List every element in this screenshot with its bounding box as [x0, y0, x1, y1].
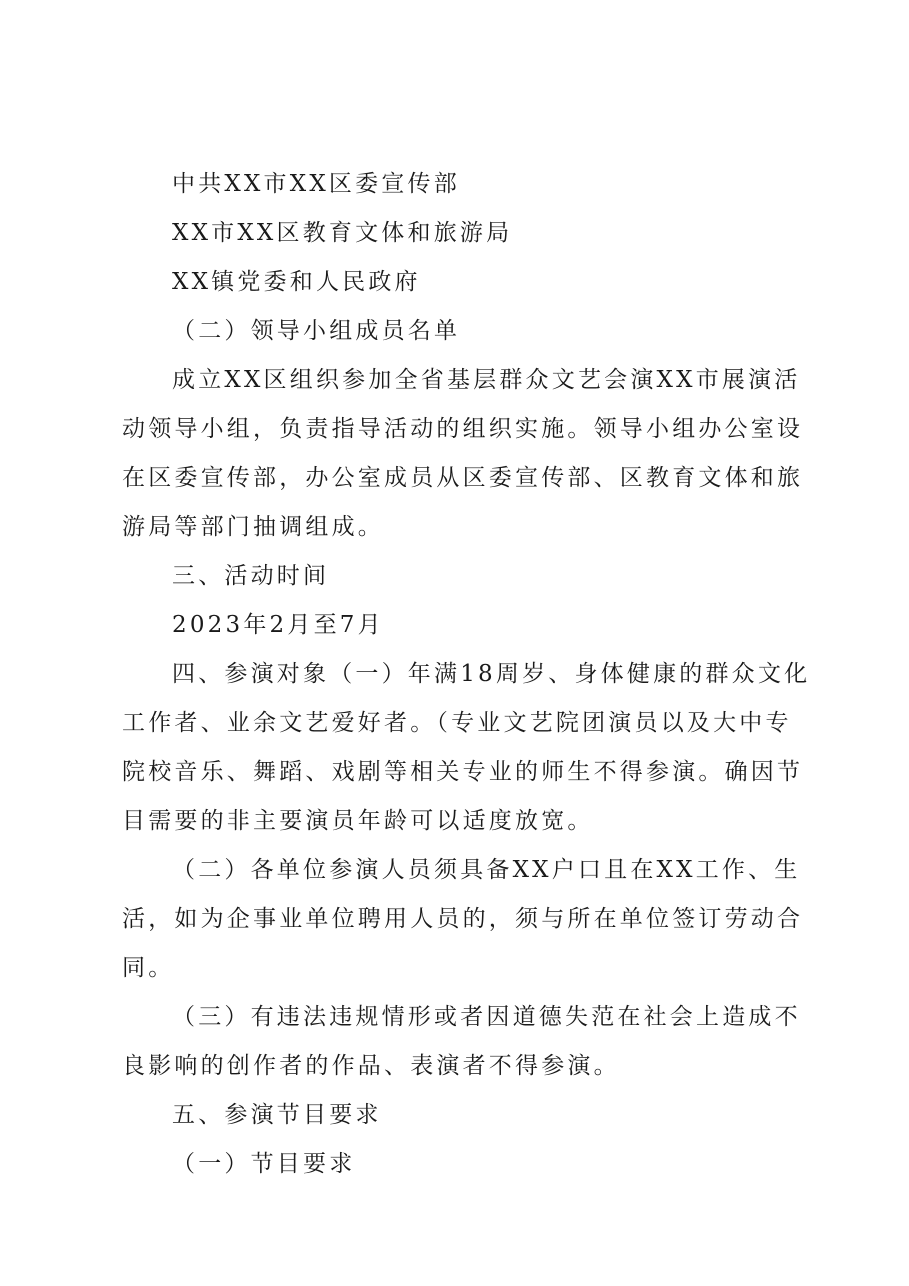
organizer-line-2: XX市XX区教育文体和旅游局 — [172, 220, 513, 246]
document-body — [122, 160, 812, 1189]
sub-heading-program: （一）节目要求 — [172, 1151, 356, 1177]
section-heading-leadership: （二）领导小组成员名单 — [172, 318, 461, 344]
organizer-line-3: XX镇党委和人民政府 — [172, 269, 421, 295]
section-heading-program: 五、参演节目要求 — [172, 1102, 382, 1128]
paragraph-participants-1: 四、参演对象（一）年满18周岁、身体健康的群众文化工作者、业余文艺爱好者。（专业文艺院团演员以及大中专院校音乐、舞蹈、戏剧等相关专业的师生不得参演。确因节目需要的非主要演员年龄可以适度放宽。 — [122, 661, 811, 834]
paragraph-time: 2023年2月至7月 — [172, 612, 384, 638]
paragraph-participants-3: （三）有违法违规情形或者因道德失范在社会上造成不良影响的创作者的作品、表演者不得参演。 — [122, 1004, 801, 1079]
paragraph-leadership: 成立XX区组织参加全省基层群众文艺会演XX市展演活动领导小组，负责指导活动的组织实施。领导小组办公室设在区委宣传部，办公室成员从区委宣传部、区教育文体和旅游局等部门抽调组成。 — [122, 367, 804, 540]
paragraph-participants-2: （二）各单位参演人员须具备XX户口且在XX工作、生活，如为企事业单位聘用人员的，须与所在单位签订劳动合同。 — [122, 857, 804, 981]
section-heading-time: 三、活动时间 — [172, 563, 330, 589]
organizer-line-1: 中共XX市XX区委宣传部 — [172, 171, 460, 197]
